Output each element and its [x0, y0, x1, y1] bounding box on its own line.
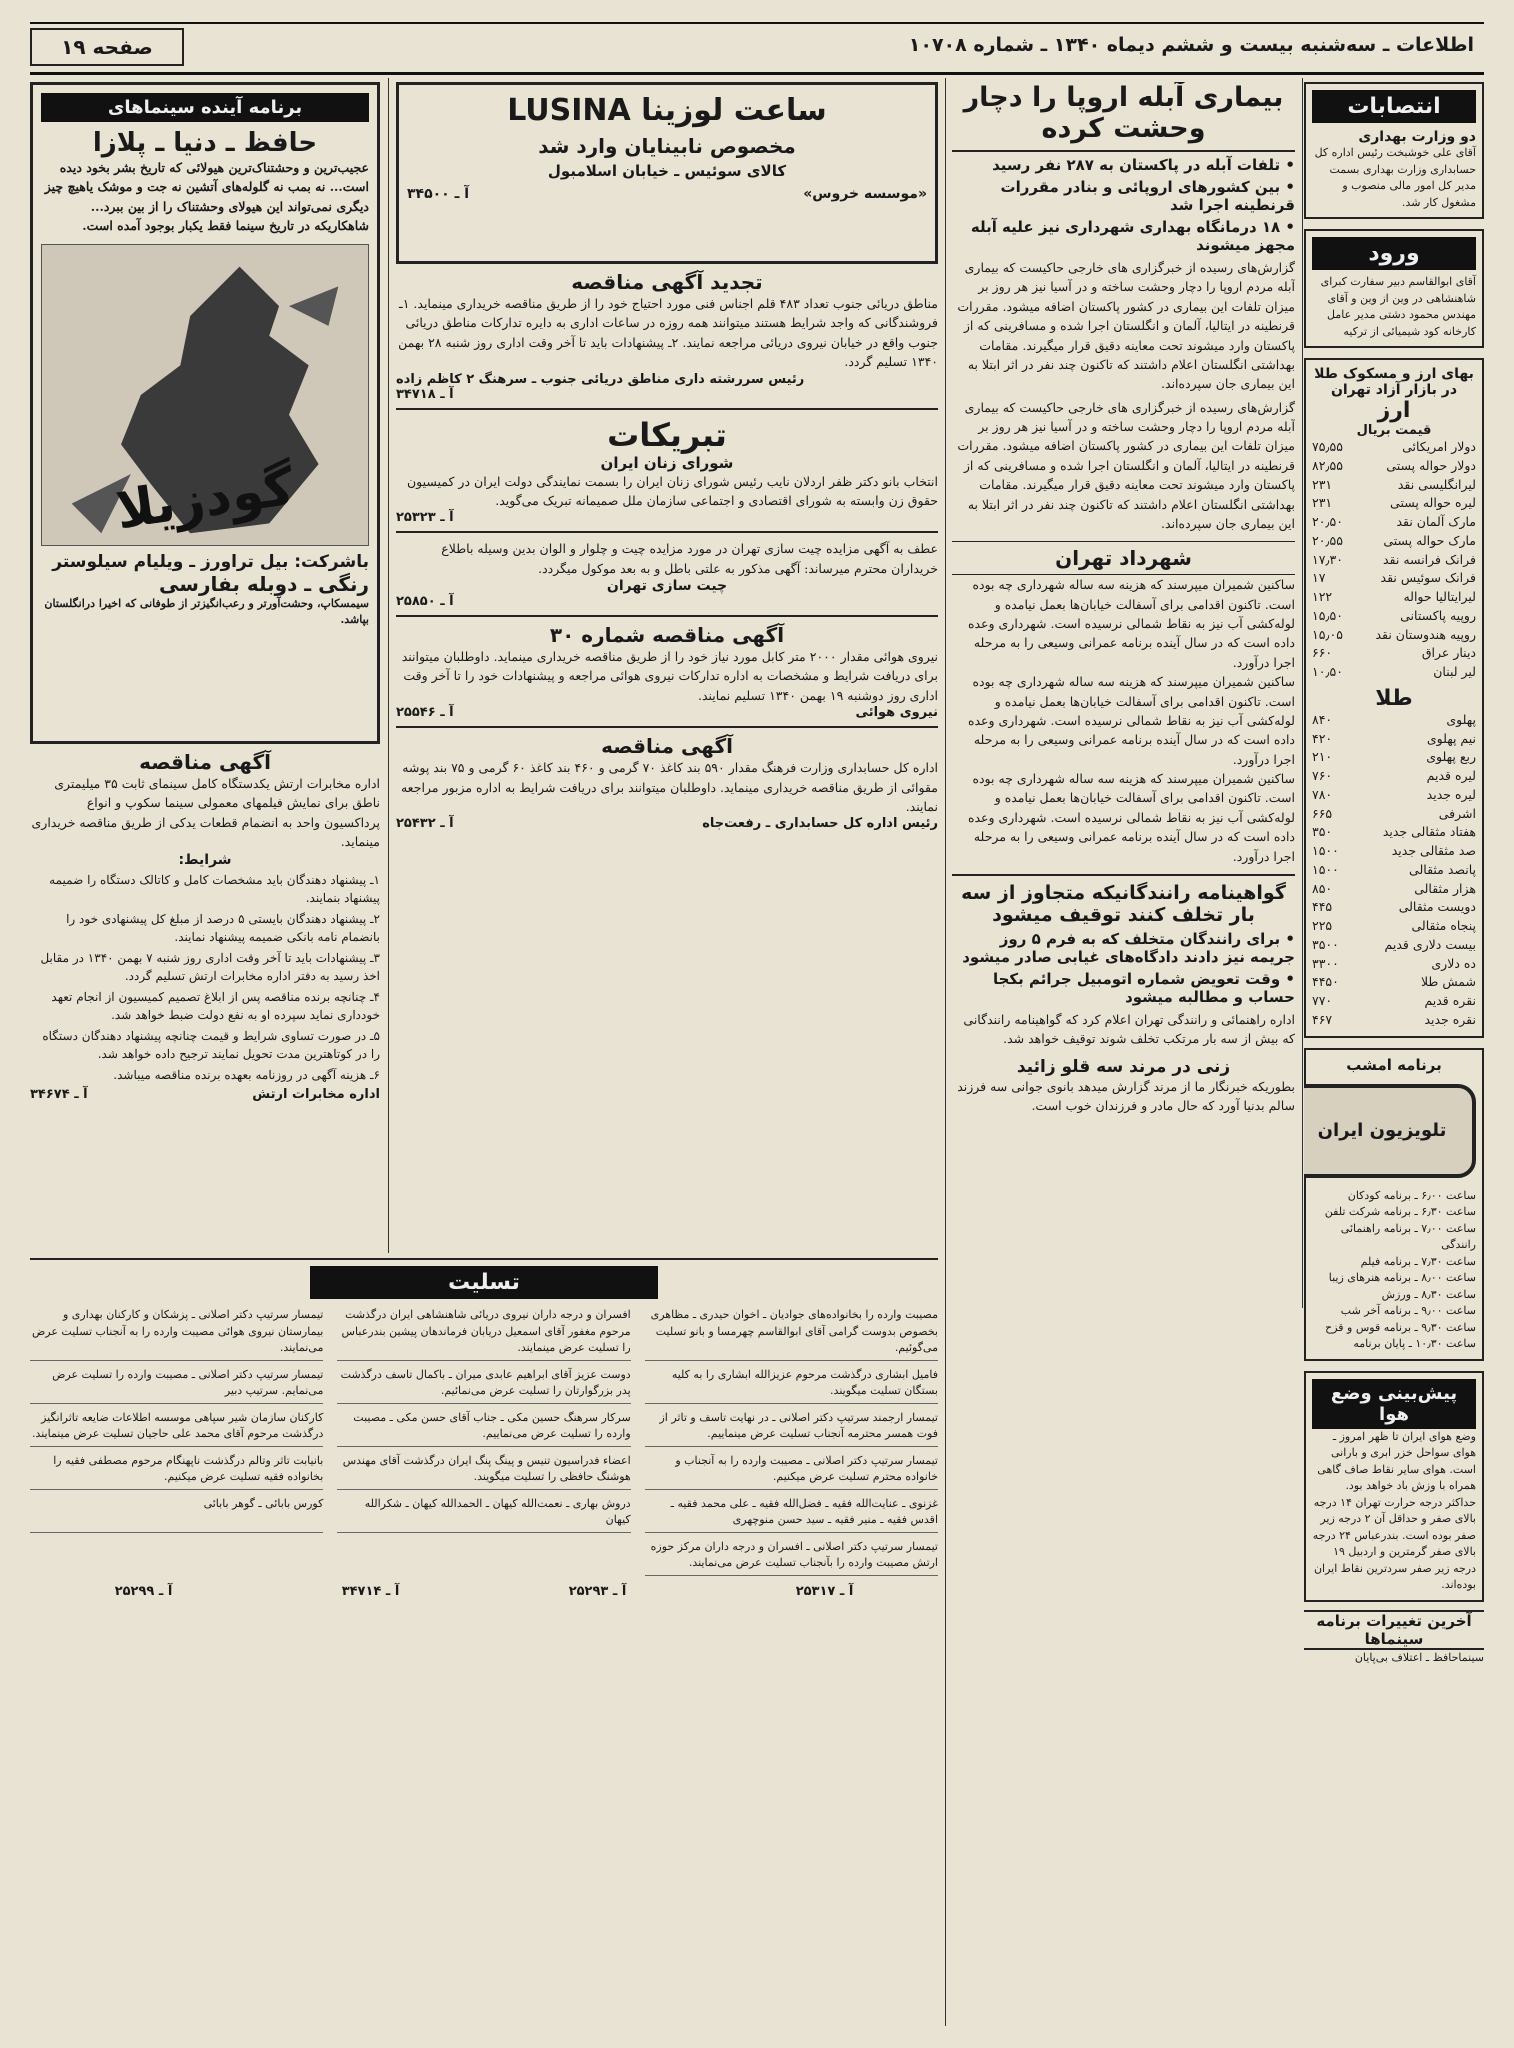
gold-price: ۷۶۰ — [1312, 768, 1333, 783]
currency-row — [1312, 513, 1476, 532]
tonight-title: برنامه امشب — [1346, 1055, 1442, 1074]
currency-name: دولار امریکائی — [1402, 439, 1476, 454]
tv-label: تلویزیون ایران — [1317, 1120, 1447, 1141]
condolence-code: آ ـ ۲۵۳۱۷ — [795, 1583, 854, 1599]
congrats-title: تبریکات — [607, 415, 727, 454]
conditions-list — [30, 871, 380, 1084]
gold-price: ۴۶۷ — [1312, 1011, 1333, 1027]
appointments-text: آقای علی خوشبخت رئیس اداره کل حسابداری وزارت بهداری بسمت مدیر کل امور مالی منصوب و مشغول کار شد. — [1314, 146, 1476, 209]
film-dub: رنگی ـ دوبله بفارسی — [159, 571, 369, 596]
currency-price: ۱۷٫۳۰ — [1312, 551, 1343, 567]
lusina-title: ساعت لوزینا LUSINA — [507, 93, 827, 128]
license-bullet: • وقت تعویض شماره اتومبیل جرائم بکجا حساب و مطالبه میشود — [992, 969, 1295, 1006]
tehran-body-repeat-2: ساکنین شمیران میپرسند که هزینه سه ساله شهرداری چه بوده است. تاکنون اقدامی برای آسفالت خیابان‌ها بعمل نیامده و لوله‌کشی آب نیز به نقاط شمالی نرسیده است. شهرداری وعده داده است که در سال آینده برنامه عمرانی وسیعی را به مرحله اجرا درآورد. — [967, 771, 1295, 864]
condolence-item: اعضاء فدراسیون تنیس و پینگ پنگ ایران درگذشت آقای مهندس هوشنگ حافظی را تسلیت میگویند. — [337, 1453, 630, 1490]
weather-box — [1304, 1371, 1484, 1602]
weather-text: وضع هوای ایران تا ظهر امروز ـ هوای سواحل خزر ابری و بارانی است. هوای سایر نقاط صاف گاهی همراه با وزش باد خواهد بود. حداکثر درجه حرارت تهران ۱۴ درجه بالای صفر و حداقل آن ۲ درجه زیر صفر بوده است. بندرعباس ۲۴ درجه بالای صفر گرمترین و اردبیل ۱۹ درجه زیر صفر سردترین نقاط ایران بوده‌اند. — [1312, 1429, 1476, 1591]
currency-row — [1312, 569, 1476, 588]
license-bullets — [952, 930, 1295, 1006]
gold-row — [1312, 917, 1476, 936]
section-rule — [30, 1258, 938, 1260]
currency-price: ۱۷ — [1312, 570, 1326, 586]
currency-row — [1312, 644, 1476, 663]
gold-row — [1312, 1011, 1476, 1030]
license-bullet: • برای رانندگان متخلف که به فرم ۵ روز جریمه نیز دادند دادگاه‌های غیابی صادر میشود — [962, 929, 1295, 966]
currency-name: مارک حواله پستی — [1383, 532, 1476, 548]
condolence-item: تیمسار سرتیپ دکتر اصلانی ـ مصیبت وارده را به آنجناب و خانواده محترم تسلیت عرض میکنیم. — [645, 1453, 938, 1490]
gold-name: بیست دلاری قدیم — [1384, 936, 1476, 952]
currency-name: روپیه هندوستان نقد — [1375, 626, 1476, 642]
tv-schedule-item: ساعت ۹٫۰۰ ـ برنامه آخر شب — [1340, 1304, 1476, 1317]
gold-name: اشرفی — [1438, 805, 1476, 821]
gold-row — [1312, 861, 1476, 880]
gold-name: صد مثقالی جدید — [1391, 843, 1476, 858]
exchange-rates-box — [1304, 358, 1484, 1038]
condolence-grid — [30, 1307, 938, 1576]
gold-price: ۱۵۰۰ — [1312, 861, 1339, 877]
currency-label: ارز — [1377, 398, 1411, 423]
gold-name: نیم پهلوی — [1426, 730, 1476, 746]
ads-column — [396, 82, 938, 1252]
congrats-code: آ ـ ۲۵۳۲۳ — [396, 510, 454, 526]
gold-name: دویست مثقالی — [1398, 899, 1476, 915]
gold-price: ۳۵۰ — [1312, 824, 1333, 840]
film-actors: باشرکت: بیل تراورز ـ ویلیام سیلوستر — [52, 551, 369, 572]
airforce-tender — [396, 617, 938, 728]
cinema-changes-title: آخرین تغییرات برنامه سینماها — [1304, 1610, 1484, 1650]
gold-price: ۳۳۰۰ — [1312, 955, 1339, 971]
condition-item: ۲ـ پیشنهاد دهندگان بایستی ۵ درصد از مبلغ کل پیشنهادی خود را بانضمام نامه بانکی ضمیمه پیشنهاد نمایند. — [66, 911, 380, 944]
condition-item: ۱ـ پیشنهاد دهندگان باید مشخصات کامل و کاتالک دستگاه را ضمیمه پیشنهاد بنمایند. — [49, 872, 380, 905]
condolence-item: تیمسار سرتیپ دکتر اصلانی ـ مصیبت وارده را تسلیت عرض می‌نمایم. سرتیپ دبیر — [30, 1367, 323, 1404]
culture-tender-code: آ ـ ۲۵۴۳۲ — [396, 816, 454, 832]
film-note: سیمسکاپ، وحشت‌آورتر و رعب‌انگیزتر از طوفانی که اخیرا درانگلستان بپاشد. — [44, 596, 369, 626]
currency-price: ۱۵٫۰۵ — [1312, 626, 1343, 642]
gold-name: ربع پهلوی — [1426, 749, 1476, 765]
currency-row — [1312, 457, 1476, 476]
condition-item: ۶ـ هزینه آگهی در روزنامه بعهده برنده مناقصه میباشد. — [113, 1067, 380, 1082]
currency-row — [1312, 494, 1476, 513]
condolence-code: آ ـ ۲۵۲۹۹ — [114, 1583, 173, 1599]
condolence-item: بانیابت تاثر وتالم درگذشت ناپهنگام مرحوم مصطفی فقیه را بخانواده فقیه تسلیت عرض میکنیم. — [30, 1453, 323, 1490]
gold-row — [1312, 880, 1476, 899]
tv-schedule-item: ساعت ۸٫۰۰ ـ برنامه هنرهای زیبا — [1328, 1271, 1476, 1284]
currency-price: ۷۵٫۵۵ — [1312, 439, 1343, 454]
currency-price: ۲۰٫۵۰ — [1312, 514, 1343, 529]
currency-name: فرانک سوئیس نقد — [1380, 570, 1476, 586]
gold-name: هزار مثقالی — [1414, 880, 1476, 896]
condolence-item: سرکار سرهنگ حسین مکی ـ جناب آقای حسن مکی ـ مصیبت وارده را تسلیت عرض می‌نماییم. — [337, 1410, 630, 1447]
gold-name: هفتاد مثقالی جدید — [1382, 824, 1476, 840]
lusina-subtitle: مخصوص نابینایان وارد شد — [538, 134, 796, 158]
license-headline: گواهینامه رانندگانیکه متجاوز از سه بار تخلف کنند توقیف میشود — [952, 874, 1295, 926]
arrival-title: ورود — [1312, 237, 1476, 270]
gold-row — [1312, 842, 1476, 861]
gold-row — [1312, 805, 1476, 824]
main-news-column — [952, 82, 1295, 2026]
condolence-item: افسران و درجه داران نیروی دریائی شاهنشاهی ایران درگذشت مرحوم مغفور آقای اسمعیل دریابان فرماندهان پیشین بندرعباس را تسلیت عرض مینمایند. — [337, 1307, 630, 1361]
cinema-description: عجیب‌ترین و وحشتناک‌ترین هیولائی که تاریخ بشر بخود دیده است... نه بمب نه گلوله‌های آتشین نه جت و موشک یاهیچ چیز دیگری نمی‌تواند این هیولای وحشتناک را از بین ببرد... شاهکاریکه در تاریخ سینما فقط یکبار بوجود آمده است. — [44, 160, 369, 234]
currency-price: ۱۵٫۵۰ — [1312, 607, 1343, 623]
cinema-changes-box — [1304, 1610, 1484, 1667]
appointments-title: انتصابات — [1312, 90, 1476, 123]
cinema-ad-title: برنامه آینده سینماهای — [41, 93, 369, 122]
gold-row — [1312, 898, 1476, 917]
gold-price: ۷۷۰ — [1312, 993, 1333, 1008]
airforce-tender-title: آگهی مناقصه شماره ۳۰ — [549, 623, 785, 647]
gold-row — [1312, 730, 1476, 749]
column-divider — [388, 78, 389, 1253]
navy-tender — [396, 264, 938, 410]
gold-list — [1312, 711, 1476, 1030]
price-label: قیمت بریال — [1356, 423, 1432, 438]
tv-schedule-item: ساعت ۱۰٫۳۰ ـ پایان برنامه — [1353, 1337, 1476, 1350]
currency-row — [1312, 588, 1476, 607]
cinema-changes-line: سینماحافظ ـ اعتلاف بی‌پایان — [1354, 1650, 1484, 1664]
main-bullet: • ۱۸ درمانگاه بهداری شهرداری نیز علیه آبله مجهز میشوند — [970, 218, 1295, 254]
currency-price: ۲۳۱ — [1312, 495, 1333, 511]
gold-name: شمش طلا — [1420, 974, 1476, 990]
gold-price: ۳۵۰۰ — [1312, 936, 1339, 952]
chit-notice — [396, 533, 938, 617]
arrival-box — [1304, 229, 1484, 348]
culture-tender-title: آگهی مناقصه — [601, 734, 733, 759]
chit-notice-text: عطف به آگهی مزایده چیت سازی تهران در مورد مزایده چیت و چلوار و الوان بدین وسیله باطلاع خریداران محترم میرساند: آگهی مذکور به علتی باطل و به بعد موکول میگردد. — [441, 541, 938, 576]
currency-name: دولار حواله پستی — [1386, 457, 1476, 473]
culture-tender — [396, 728, 938, 837]
rates-title: بهای ارز و مسکوک طلا در بازار آزاد تهران — [1314, 366, 1474, 398]
army-tender — [30, 744, 380, 1108]
currency-price: ۱۰٫۵۰ — [1312, 664, 1343, 679]
main-bullet: • تلفات آبله در پاکستان به ۲۸۷ نفر رسید — [992, 156, 1295, 174]
gold-price: ۷۸۰ — [1312, 786, 1333, 802]
navy-tender-sign: رئیس سررشته داری مناطق دریائی جنوب ـ سرهنگ ۲ کاظم زاده — [396, 371, 805, 387]
gold-price: ۲۲۵ — [1312, 918, 1333, 933]
condolence-item: فامیل ابشاری درگذشت مرحوم عزیزالله ابشاری را به کلیه بستگان تسلیت میگویند. — [645, 1367, 938, 1404]
condolence-section — [30, 1266, 938, 2026]
currency-name: مارک آلمان نقد — [1396, 514, 1476, 529]
currency-row — [1312, 438, 1476, 457]
appointments-subtitle: دو وزارت بهداری — [1358, 129, 1476, 145]
gold-price: ۱۵۰۰ — [1312, 843, 1339, 858]
tv-schedule-item: ساعت ۶٫۳۰ ـ برنامه شرکت تلفن — [1324, 1205, 1476, 1218]
triplets-headline: زنی در مرند سه قلو زائید — [1016, 1056, 1231, 1077]
column-divider — [1302, 78, 1303, 1308]
gold-name: لیره جدید — [1426, 786, 1476, 802]
condolence-item: مصیبت وارده را بخانواده‌های جوادیان ـ اخوان حیدری ـ مظاهری بخصوص بدوست گرامی آقای ابوالقاسم چهرمسا و بانو تسلیت می‌گوئیم. — [645, 1307, 938, 1361]
gold-name: نقره جدید — [1424, 1011, 1476, 1027]
airforce-tender-sign: نیروی هوائی — [855, 705, 938, 721]
currency-row — [1312, 607, 1476, 626]
masthead — [30, 22, 1484, 75]
gold-row — [1312, 711, 1476, 730]
license-body: اداره راهنمائی و رانندگی تهران اعلام کرد که گواهینامه رانندگانی که بیش از سه بار مرتکب تخلف شوند توقیف خواهد شد. — [963, 1011, 1295, 1047]
gold-name: پنجاه مثقالی — [1411, 918, 1476, 933]
tv-schedule-item: ساعت ۷٫۳۰ ـ برنامه فیلم — [1360, 1254, 1476, 1268]
currency-price: ۸۲٫۵۵ — [1312, 457, 1343, 473]
weather-title: پیش‌بینی وضع هوا — [1312, 1379, 1476, 1429]
triplets-body: بطوریکه خبرنگار ما از مرند گزارش میدهد بانوی جوانی سه فرزند سالم بدنیا آورد که حال مادر و فرزندان خوب است. — [957, 1078, 1295, 1113]
currency-name: لیره حواله پستی — [1390, 495, 1476, 511]
gold-name: نقره قدیم — [1424, 993, 1476, 1008]
gold-price: ۸۴۰ — [1312, 711, 1333, 727]
appointments-box — [1304, 82, 1484, 219]
gold-price: ۴۴۵ — [1312, 899, 1333, 915]
gold-name: پهلوی — [1446, 711, 1476, 727]
gold-price: ۴۲۰ — [1312, 730, 1333, 746]
left-column — [30, 82, 380, 1252]
congrats-text: انتخاب بانو دکتر ظفر اردلان نایب رئیس شورای زنان ایران را بسمت نمایندگی دولت ایران در کمیسیون حقوق زن وابسته به شورای اقتصادی و اجتماعی سازمان ملل صمیمانه تبریک می‌گوید. — [406, 473, 938, 508]
condolence-codes — [30, 1584, 938, 1599]
gold-row — [1312, 973, 1476, 992]
tehran-body-repeat: ساکنین شمیران میپرسند که هزینه سه ساله شهرداری چه بوده است. تاکنون اقدامی برای آسفالت خیابان‌ها بعمل نیامده و لوله‌کشی آب نیز به نقاط شمالی نرسیده است. شهرداری وعده داده است که در سال آینده برنامه عمرانی وسیعی را به مرحله اجرا درآورد. — [967, 674, 1295, 767]
currency-name: روپیه پاکستانی — [1400, 607, 1476, 623]
film-logo: گودزیلا — [112, 456, 298, 541]
army-tender-intro: اداره مخابرات ارتش یکدستگاه کامل سینمای ثابت ۳۵ میلیمتری ناطق برای نمایش فیلمهای معمولی سینما سکوپ و انواع پرداکسیون واحد به انضمام قطعات یدکی از طریق مناقصه خریداری مینماید. — [31, 776, 380, 850]
army-tender-code: آ ـ ۳۴۶۷۴ — [30, 1086, 88, 1102]
culture-tender-text: اداره کل حسابداری وزارت فرهنگ مقدار ۵۹۰ بند کاغذ ۷۰ گرمی و ۴۶۰ بند کاغذ ۶۰ گرمی و ۷۵ بند پوشه مقوائی از طریق مناقصه خریداری مینماید. داوطلبان میتوانند برای دریافت شرایط به اداره مزبور مراجعه نمایند. — [400, 760, 938, 814]
currency-row — [1312, 626, 1476, 645]
condolence-item: دروش بهاری ـ نعمت‌الله کیهان ـ الحمدالله کیهان ـ شکرالله کیهان — [337, 1496, 630, 1533]
lusina-address: کالای سوئیس ـ خیابان اسلامبول — [547, 162, 787, 180]
condition-item: ۴ـ چنانچه برنده مناقصه پس از ابلاغ تصمیم کمیسیون از انجام تعهد خودداری نماید سپرده او به نفع دولت ضبط خواهد شد. — [51, 989, 380, 1022]
condolence-item: تیمسار ارجمند سرتیپ دکتر اصلانی ـ در نهایت تاسف و تاثر از فوت همسر محترمه آنجناب تسلیت عرض مینماییم. — [645, 1410, 938, 1447]
lusina-ad — [396, 82, 938, 264]
currency-name: لیرایتالیا حواله — [1403, 589, 1476, 604]
currency-name: لیرانگلیسی نقد — [1397, 476, 1476, 492]
gold-name: ده دلاری — [1431, 955, 1476, 971]
main-headline: بیماری آبله اروپا را دچار وحشت کرده — [952, 82, 1295, 152]
airforce-tender-text: نیروی هوائی مقدار ۲۰۰۰ متر کابل مورد نیاز خود را از طریق مناقصه خریداری مینماید. داوطلبان میتوانند برای دریافت شرایط و مشخصات به اداره تدارکات نیروی هوائی مراجعه و پیشنهادات خود را تا آخر وقت اداری روز دوشنبه ۱۹ بهمن ۱۳۴۰ تسلیم نمایند. — [401, 649, 938, 703]
gold-row — [1312, 767, 1476, 786]
main-bullet: • بین کشورهای اروپائی و بنادر مقررات قرنطینه اجرا شد — [1000, 178, 1295, 214]
conditions-label: شرایط: — [178, 851, 232, 868]
tv-schedule — [1312, 1188, 1476, 1353]
condolence-code: آ ـ ۲۵۲۹۳ — [568, 1583, 627, 1599]
currency-list — [1312, 438, 1476, 682]
gold-name: لیره قدیم — [1426, 768, 1476, 783]
condolence-item: تیمسار سرتیپ دکتر اصلانی ـ پزشکان و کارکنان بهداری و بیمارستان نیروی هوائی مصیبت وارده را به آنجناب تسلیت عرض می‌نمایند. — [30, 1307, 323, 1361]
currency-row — [1312, 532, 1476, 551]
congrats-subtitle: شورای زنان ایران — [600, 453, 734, 472]
currency-price: ۶۶۰ — [1312, 645, 1333, 661]
currency-price: ۲۰٫۵۵ — [1312, 532, 1343, 548]
arrival-text: آقای ابوالقاسم دبیر سفارت کبرای شاهنشاهی در وین از وین و آقای مهندس محمود دشتی مدیر عامل کارخانه کود شیمیائی از ترکیه — [1320, 275, 1476, 338]
navy-tender-code: آ ـ ۳۴۷۱۸ — [396, 386, 454, 402]
airforce-tender-code: آ ـ ۲۵۵۴۶ — [396, 705, 454, 721]
main-body-1: گزارش‌های رسیده از خبرگزاری های خارجی حاکیست که بیماری آبله مردم اروپا را دچار وحشت ساخته و در آسیا نیز هر روز بر میزان تلفات این بیماری در کشور پاکستان اضافه میشود. مقررات قرنطینه در ایتالیا، آلمان و انگلستان اجرا شده و مسافرینی که از پاکستان وارد میشوند تحت معاینه دقیق قرار میگیرند. مقامات بهداشتی انگلستان اعلام داشتند که تاکنون چند نفر در اثر ابتلا به این بیماری جان سپرده‌اند. — [957, 260, 1295, 392]
page-number: صفحه ۱۹ — [30, 28, 184, 66]
tv-schedule-item: ساعت ۸٫۳۰ ـ ورزش — [1381, 1287, 1476, 1301]
currency-row — [1312, 476, 1476, 495]
currency-row — [1312, 551, 1476, 570]
cinema-names: حافظ ـ دنیا ـ پلازا — [92, 128, 318, 158]
congrats-box — [396, 410, 938, 534]
gold-price: ۶۶۵ — [1312, 805, 1333, 821]
main-bullets — [952, 156, 1295, 254]
date-line: اطلاعات ـ سه‌شنبه بیست و ششم دیماه ۱۳۴۰ ـ شماره ۱۰۷۰۸ — [908, 34, 1474, 56]
chit-notice-code: آ ـ ۲۵۸۵۰ — [396, 594, 454, 609]
condolence-item: کارکنان سازمان شیر سپاهی موسسه اطلاعات ضایعه تاثرانگیز درگذشت مرحوم آقای محمد علی حاجیان تسلیت عرض مینمایند. — [30, 1410, 323, 1447]
lusina-code: آ ـ ۳۴۵۰۰ — [407, 186, 470, 202]
main-body-1-repeat: گزارش‌های رسیده از خبرگزاری های خارجی حاکیست که بیماری آبله مردم اروپا را دچار وحشت ساخته و در آسیا نیز هر روز بر میزان تلفات این بیماری در کشور پاکستان اضافه میشود. مقررات قرنطینه در ایتالیا، آلمان و انگلستان اجرا شده و مسافرینی که از پاکستان وارد میشوند تحت معاینه دقیق قرار میگیرند. مقامات بهداشتی انگلستان اعلام داشتند که تاکنون چند نفر در اثر ابتلا به این بیماری جان سپرده‌اند. — [957, 399, 1295, 531]
condolence-title: تسلیت — [310, 1266, 658, 1299]
currency-price: ۲۳۱ — [1312, 476, 1333, 492]
monster-illustration — [41, 244, 369, 546]
tv-icon — [1304, 1084, 1476, 1178]
lusina-company: «موسسه خروس» — [803, 186, 927, 202]
gold-price: ۸۵۰ — [1312, 880, 1333, 896]
tehran-municipality-title: شهرداد تهران — [952, 541, 1295, 575]
condolence-item: دوست عزیز آقای ابراهیم عابدی میران ـ باکمال تاسف درگذشت پدر بزرگوارتان را تسلیت عرض می‌نمائیم. — [337, 1367, 630, 1404]
army-tender-title: آگهی مناقصه — [139, 750, 271, 774]
gold-row — [1312, 786, 1476, 805]
navy-tender-text: مناطق دریائی جنوب تعداد ۴۸۳ قلم اجناس فنی مورد احتیاج خود را از طریق مناقصه خریداری مینماید. ۱ـ فروشندگانی که واجد شرایط هستند میتوانند همه روزه در ساعات اداری به دایره تدارکات مناطق دریائی جنوب واقع در خیابان نیروی دریائی مراجعه نمایند. ۲ـ پیشنهادات باید تا آخر وقت اداری روز شنبه ۲۸ بهمن ۱۳۴۰ تسلیم گردد. — [398, 296, 938, 370]
tv-schedule-item: ساعت ۷٫۰۰ ـ برنامه راهنمائی رانندگی — [1340, 1221, 1476, 1251]
currency-name: دینار عراق — [1421, 645, 1476, 661]
gold-price: ۴۴۵۰ — [1312, 974, 1339, 990]
currency-price: ۱۲۲ — [1312, 589, 1333, 604]
gold-name: پانصد مثقالی — [1409, 861, 1476, 877]
gold-row — [1312, 748, 1476, 767]
currency-name: فرانک فرانسه نقد — [1383, 551, 1476, 567]
gold-row — [1312, 823, 1476, 842]
condolence-code: آ ـ ۳۴۷۱۴ — [341, 1583, 400, 1599]
currency-row — [1312, 663, 1476, 682]
gold-price: ۲۱۰ — [1312, 749, 1333, 765]
tv-schedule-item: ساعت ۶٫۰۰ ـ برنامه کودکان — [1347, 1188, 1476, 1202]
tehran-body: ساکنین شمیران میپرسند که هزینه سه ساله شهرداری چه بوده است. تاکنون اقدامی برای آسفالت خیابان‌ها بعمل نیامده و لوله‌کشی آب نیز به نقاط شمالی نرسیده است. شهرداری وعده داده است که در سال آینده برنامه عمرانی وسیعی را به مرحله اجرا درآورد. — [967, 577, 1295, 670]
condolence-item: تیمسار سرتیپ دکتر اصلانی ـ افسران و درجه داران مرکز حوزه ارتش مصیبت وارده را بآنجناب تسلیت عرض می‌نمایند. — [645, 1539, 938, 1576]
chit-notice-sign: چیت سازی تهران — [606, 578, 728, 594]
condition-item: ۳ـ پیشنهادات باید تا آخر وقت اداری روز شنبه ۷ بهمن ۱۳۴۰ در مقابل اخذ رسید به دفتر اداره مخابرات ارتش تسلیم گردد. — [40, 950, 380, 983]
right-column — [1304, 82, 1484, 2026]
column-divider — [945, 78, 946, 2026]
gold-row — [1312, 936, 1476, 955]
tv-box — [1304, 1048, 1484, 1361]
condolence-item: کورس بابائی ـ گوهر بابائی — [30, 1496, 323, 1533]
gold-label: طلا — [1375, 685, 1413, 711]
condition-item: ۵ـ در صورت تساوی شرایط و قیمت چنانچه پیشنهاد دهندگان دستگاه را در کوتاهترین مدت تحویل نمایند ترجیح داده خواهد شد. — [42, 1028, 380, 1061]
condolence-item: غزنوی ـ عنایت‌الله فقیه ـ فضل‌الله فقیه ـ علی محمد فقیه ـ اقدس فقیه ـ منیر فقیه ـ سید حسن منوچهری — [645, 1496, 938, 1533]
gold-row — [1312, 955, 1476, 974]
cinema-ad — [30, 82, 380, 744]
tv-schedule-item: ساعت ۹٫۳۰ ـ برنامه قوس و قزح — [1325, 1320, 1476, 1334]
navy-tender-title: تجدید آگهی مناقصه — [571, 270, 763, 294]
currency-name: لیر لبنان — [1433, 664, 1476, 679]
army-tender-sign: اداره مخابرات ارتش — [252, 1086, 380, 1102]
gold-row — [1312, 992, 1476, 1011]
culture-tender-sign: رئیس اداره کل حسابداری ـ رفعت‌جاه — [702, 816, 938, 832]
